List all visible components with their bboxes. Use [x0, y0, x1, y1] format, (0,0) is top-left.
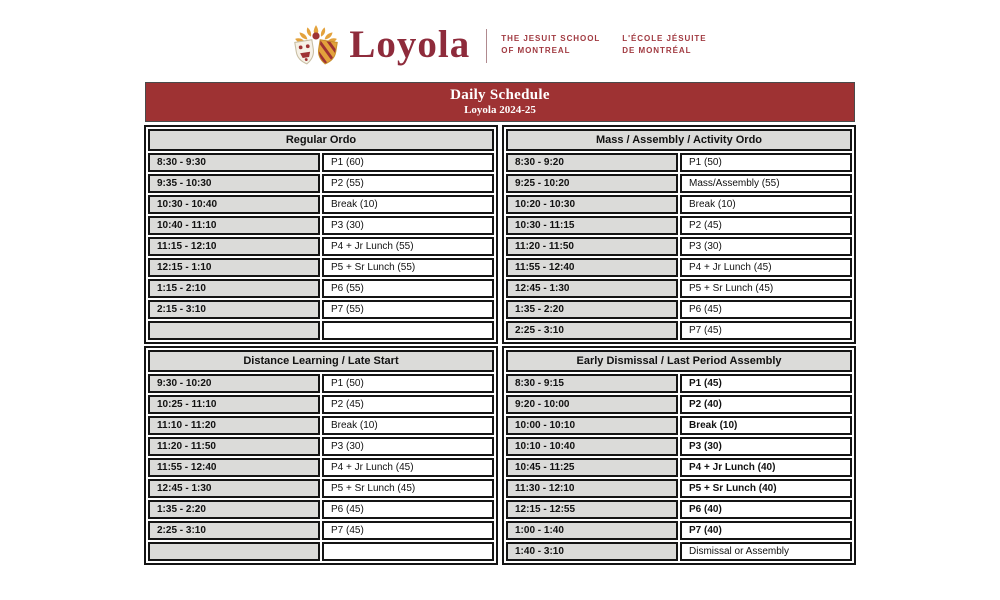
logo-divider [486, 29, 487, 63]
time-cell: 11:55 - 12:40 [148, 458, 320, 477]
period-cell: P5 + Sr Lunch (45) [322, 479, 494, 498]
schedule-row [148, 500, 494, 519]
period-cell: P6 (55) [322, 279, 494, 298]
time-cell: 1:35 - 2:20 [506, 300, 678, 319]
banner-title: Daily Schedule [450, 87, 550, 103]
period-cell: P4 + Jr Lunch (45) [680, 258, 852, 277]
schedule-row [506, 279, 852, 298]
period-cell [322, 321, 494, 340]
period-cell: P5 + Sr Lunch (40) [680, 479, 852, 498]
time-cell: 1:00 - 1:40 [506, 521, 678, 540]
table-title-regular-ordo: Regular Ordo [148, 129, 494, 151]
schedule-row [506, 216, 852, 235]
schedule-row [148, 321, 494, 340]
schedule-row [148, 479, 494, 498]
schedule-row [148, 437, 494, 456]
period-cell: Break (10) [680, 195, 852, 214]
period-cell: P2 (40) [680, 395, 852, 414]
schedule-row [506, 153, 852, 172]
period-cell: P7 (45) [680, 321, 852, 340]
schedule-row [506, 521, 852, 540]
logo-wordmark: Loyola [349, 22, 471, 66]
table-title-distance-learning-late-start: Distance Learning / Late Start [148, 350, 494, 372]
period-cell: P4 + Jr Lunch (45) [322, 458, 494, 477]
schedule-row [506, 174, 852, 193]
schedule-row [506, 195, 852, 214]
period-cell: P4 + Jr Lunch (40) [680, 458, 852, 477]
table-title-mass-assembly-activity-ordo: Mass / Assembly / Activity Ordo [506, 129, 852, 151]
banner [145, 82, 855, 122]
period-cell: P6 (45) [322, 500, 494, 519]
tagline-french [622, 33, 706, 56]
schedule-row [506, 321, 852, 340]
period-cell: P7 (40) [680, 521, 852, 540]
schedule-row [506, 374, 852, 393]
schedule-row [506, 395, 852, 414]
schedule-row [148, 153, 494, 172]
time-cell: 1:15 - 2:10 [148, 279, 320, 298]
time-cell: 10:45 - 11:25 [506, 458, 678, 477]
time-cell: 8:30 - 9:15 [506, 374, 678, 393]
schedule-row [506, 500, 852, 519]
time-cell: 8:30 - 9:30 [148, 153, 320, 172]
time-cell: 11:55 - 12:40 [506, 258, 678, 277]
schedule-row [506, 458, 852, 477]
time-cell: 9:25 - 10:20 [506, 174, 678, 193]
schedule-row [148, 258, 494, 277]
schedule-row [506, 437, 852, 456]
time-cell: 12:15 - 1:10 [148, 258, 320, 277]
time-cell: 11:10 - 11:20 [148, 416, 320, 435]
schedule-table-distance-learning-late-start [144, 346, 498, 565]
loyola-crest-icon [293, 24, 339, 68]
period-cell: P3 (30) [680, 237, 852, 256]
time-cell: 10:30 - 10:40 [148, 195, 320, 214]
schedule-row [506, 479, 852, 498]
time-cell: 2:15 - 3:10 [148, 300, 320, 319]
time-cell: 1:40 - 3:10 [506, 542, 678, 561]
period-cell: P1 (45) [680, 374, 852, 393]
schedule-row [148, 458, 494, 477]
tagline-english [501, 33, 600, 56]
time-cell: 10:00 - 10:10 [506, 416, 678, 435]
time-cell: 11:20 - 11:50 [506, 237, 678, 256]
schedule-row [148, 279, 494, 298]
period-cell: P1 (50) [680, 153, 852, 172]
time-cell [148, 542, 320, 561]
time-cell [148, 321, 320, 340]
time-cell: 12:15 - 12:55 [506, 500, 678, 519]
tagline-en-line1: THE JESUIT SCHOOL [501, 34, 601, 44]
period-cell: P2 (55) [322, 174, 494, 193]
schedule-row [506, 542, 852, 561]
schedule-row [148, 374, 494, 393]
banner-subtitle: Loyola 2024-25 [464, 104, 536, 116]
schedule-row [506, 258, 852, 277]
time-cell: 11:30 - 12:10 [506, 479, 678, 498]
tagline-fr-line1: L'ÉCOLE JÉSUITE [622, 34, 707, 44]
logo-taglines [501, 33, 706, 58]
schedule-row [148, 542, 494, 561]
schedule-row [148, 216, 494, 235]
time-cell: 12:45 - 1:30 [506, 279, 678, 298]
schedule-row [506, 237, 852, 256]
period-cell: P1 (50) [322, 374, 494, 393]
schedule-row [506, 300, 852, 319]
period-cell: P1 (60) [322, 153, 494, 172]
time-cell: 2:25 - 3:10 [148, 521, 320, 540]
period-cell: Dismissal or Assembly [680, 542, 852, 561]
schedule-table-regular-ordo [144, 125, 498, 344]
time-cell: 12:45 - 1:30 [148, 479, 320, 498]
period-cell: Break (10) [322, 416, 494, 435]
time-cell: 10:20 - 10:30 [506, 195, 678, 214]
table-title-early-dismissal-last-period-assembly: Early Dismissal / Last Period Assembly [506, 350, 852, 372]
period-cell: Break (10) [680, 416, 852, 435]
schedule-table-early-dismissal-last-period-assembly [502, 346, 856, 565]
period-cell: P4 + Jr Lunch (55) [322, 237, 494, 256]
schedule-row [148, 300, 494, 319]
time-cell: 9:30 - 10:20 [148, 374, 320, 393]
time-cell: 11:20 - 11:50 [148, 437, 320, 456]
time-cell: 10:30 - 11:15 [506, 216, 678, 235]
schedule-row [506, 416, 852, 435]
time-cell: 8:30 - 9:20 [506, 153, 678, 172]
schedule-row [148, 416, 494, 435]
time-cell: 10:25 - 11:10 [148, 395, 320, 414]
period-cell: P2 (45) [322, 395, 494, 414]
period-cell: P3 (30) [322, 437, 494, 456]
schedule-row [148, 237, 494, 256]
period-cell: P2 (45) [680, 216, 852, 235]
schedule-row [148, 395, 494, 414]
period-cell: P3 (30) [322, 216, 494, 235]
schedule-row [148, 521, 494, 540]
period-cell: P6 (45) [680, 300, 852, 319]
time-cell: 10:10 - 10:40 [506, 437, 678, 456]
period-cell [322, 542, 494, 561]
tagline-fr-line2: DE MONTRÉAL [622, 46, 692, 55]
period-cell: P5 + Sr Lunch (55) [322, 258, 494, 277]
tagline-en-line2: OF MONTREAL [501, 46, 571, 55]
schedule-row [148, 195, 494, 214]
time-cell: 9:20 - 10:00 [506, 395, 678, 414]
time-cell: 9:35 - 10:30 [148, 174, 320, 193]
period-cell: P6 (40) [680, 500, 852, 519]
time-cell: 2:25 - 3:10 [506, 321, 678, 340]
period-cell: P3 (30) [680, 437, 852, 456]
schedule-grid [144, 125, 856, 565]
time-cell: 1:35 - 2:20 [148, 500, 320, 519]
logo-header [0, 0, 1000, 71]
period-cell: P7 (55) [322, 300, 494, 319]
period-cell: P5 + Sr Lunch (45) [680, 279, 852, 298]
period-cell: Break (10) [322, 195, 494, 214]
schedule-table-mass-assembly-activity-ordo [502, 125, 856, 344]
schedule-row [148, 174, 494, 193]
period-cell: P7 (45) [322, 521, 494, 540]
time-cell: 10:40 - 11:10 [148, 216, 320, 235]
time-cell: 11:15 - 12:10 [148, 237, 320, 256]
period-cell: Mass/Assembly (55) [680, 174, 852, 193]
